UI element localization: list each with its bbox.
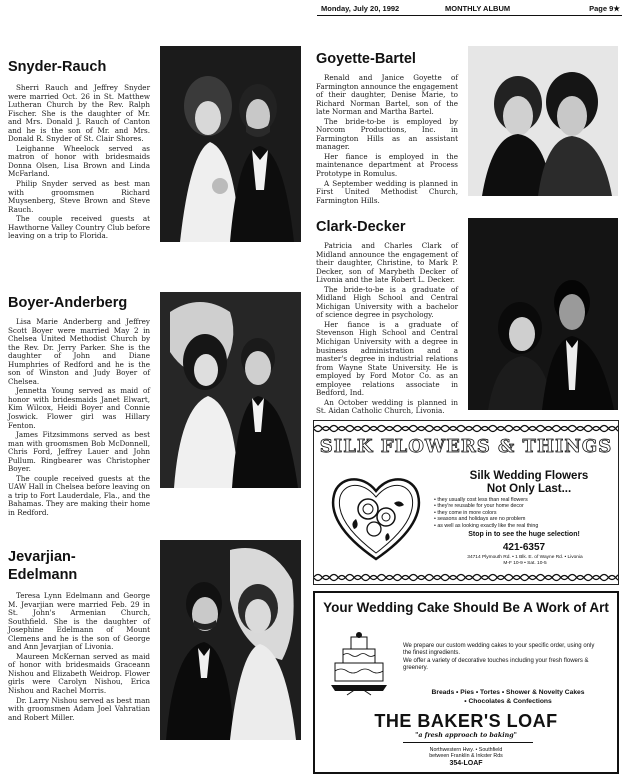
ad-silk-cta: Stop in to see the huge selection!	[468, 531, 580, 538]
ad-silk-title: SILK FLOWERS & THINGS	[319, 436, 613, 457]
list-item: • seasons and holidays are no problem	[434, 516, 614, 522]
header-date: Monday, July 20, 1992	[321, 4, 400, 13]
decorative-border-icon	[314, 572, 618, 583]
list-item: • they usually cost less than real flowers	[434, 497, 614, 503]
paragraph: Teresa Lynn Edelmann and George M. Jevarjian were married Feb. 29 in St. John's Armenian Church, Southfield. She is the daughter of Josephine Edelmann of Mount Clemens and he is the son of George and Ann Jevarjian of Livonia.	[8, 591, 150, 652]
paragraph: James Fitzsimmons served as best man with groomsmen Bob McDonnell, Chris Ford, Jeffrey Lauer and John Pullum. Ringbearer was Christopher Boyer.	[8, 430, 150, 474]
wedding-cake-icon	[329, 631, 389, 699]
ad-bakery-desc-2: We offer a variety of decorative touches including your fresh flowers & greenery.	[403, 657, 589, 671]
paragraph: The couple received guests at Hawthorne Valley Country Club before leaving on a trip to Florida.	[8, 214, 150, 241]
paragraph: The bride-to-be is employed by Norcom Productions, Inc. in Farmington Hills as an assistant manager.	[316, 116, 458, 152]
paragraph: An October wedding is planned in St. Aidan Catholic Church, Livonia.	[316, 397, 458, 416]
ad-bakers-loaf	[313, 591, 619, 774]
paragraph: Patricia and Charles Clark of Midland announce the engagement of their daughter, Christine, to Mark P. Decker, son of Marybeth Decker of Livonia and the late Robert L. Decker.	[316, 241, 458, 285]
page-header	[317, 2, 622, 16]
ad-silk-flowers	[313, 420, 619, 585]
article-clark-decker	[316, 242, 458, 417]
decorative-border-icon	[314, 423, 618, 434]
ad-bakery-desc-1: We prepare our custom wedding cakes to your specific order, using only the finest ingredients.	[403, 643, 595, 657]
couple-photo-image	[468, 218, 618, 410]
ad-silk-headline	[444, 470, 614, 496]
ad-silk-headline-1: Silk Wedding Flowers	[469, 470, 589, 482]
paragraph: Leighanne Wheelock served as matron of honor with bridesmaids Donna Olsen, Lisa Brown and Linda McFarland.	[8, 143, 150, 179]
couple-photo-image	[468, 46, 618, 196]
ad-bakery-phone: 354-LOAF	[449, 760, 483, 767]
ad-bakery-items-1: Breads • Pies • Tortes • Shower & Novelty Cakes	[431, 689, 585, 696]
header-page-number: Page 9★	[589, 4, 620, 13]
engagement-photo-goyette-bartel	[468, 46, 618, 196]
headline-line-1: Jevarjian-	[8, 549, 76, 565]
ad-bakery-location-1: Northwestern Hwy. • Southfield	[429, 747, 503, 753]
ad-bakery-slogan: "a fresh approach to baking"	[415, 732, 517, 739]
ad-bakery-items-2: • Chocolates & Confections	[464, 698, 552, 705]
paragraph: Maureen McKernan served as maid of honor with bridesmaids Graceann Nishou and Elizabeth Weidrop. Flower girls were Carolyn Nishou, Erica Nishou and Rachel Morris.	[8, 651, 150, 696]
headline-line-2: Edelmann	[8, 567, 78, 583]
paragraph: The bride-to-be is a graduate of Midland High School and Central Michigan University with a bachelor of science degree in psychology.	[316, 284, 458, 320]
couple-photo-image	[160, 292, 301, 488]
paragraph: The couple received guests at the UAW Hall in Chelsea before leaving on a trip to Fort Lauderdale, Fla., and the Bahamas. They are making their home in Redford.	[8, 473, 150, 518]
couple-photo-image	[160, 540, 301, 740]
engagement-photo-clark-decker	[468, 218, 618, 410]
couple-photo-image	[160, 46, 301, 242]
paragraph: Dr. Larry Nishou served as best man with groomsmen Adam Joel Vahratian and Robert Miller.	[8, 695, 150, 722]
header-section: MONTHLY ALBUM	[445, 4, 511, 13]
ad-silk-headline-2: Not Only Last...	[486, 483, 572, 495]
article-boyer-anderberg	[8, 318, 150, 519]
paragraph: Lisa Marie Anderberg and Jeffrey Scott Boyer were married May 2 in Chelsea United Methodist Church by the Rev. Dr. Jerry Parker. She is the daughter of John and Diane Humphries of Redford and he is the son of Winston and Judy Boyer of Chelsea.	[8, 317, 150, 386]
article-jevarjian-edelmann	[8, 592, 150, 723]
ad-silk-hours: M-F 10-9 • Sat. 10-5	[503, 560, 547, 566]
wedding-photo-snyder-rauch	[160, 46, 301, 242]
divider	[403, 742, 533, 743]
ad-silk-bullet-list	[434, 497, 614, 529]
headline-clark-decker: Clark-Decker	[316, 219, 406, 235]
ad-bakery-brand: THE BAKER'S LOAF	[374, 711, 558, 731]
wedding-photo-boyer-anderberg	[160, 292, 301, 488]
headline-goyette-bartel: Goyette-Bartel	[316, 51, 416, 67]
article-goyette-bartel	[316, 74, 458, 206]
article-snyder-rauch	[8, 84, 150, 242]
ad-silk-address-block	[432, 555, 618, 567]
list-item: • they come in more colors	[434, 510, 614, 516]
paragraph: Renald and Janice Goyette of Farmington announce the engagement of their daughter, Denise Marie, to Richard Norman Bartel, son of the late Norman and Martha Bartel.	[316, 73, 458, 117]
paragraph: Her fiance is employed in the maintenance department at Process Prototype in Romulus.	[316, 151, 458, 179]
heart-flowers-icon	[328, 467, 424, 567]
list-item: • they're reusable for your home decor	[434, 503, 614, 509]
paragraph: A September wedding is planned in First United Methodist Church, Farmington Hills.	[316, 178, 458, 205]
paragraph: Jennetta Young served as maid of honor with bridesmaids Janet Elwart, Kim Wilcox, Heidi Boyer and Connie Joswick. Flower girl was Hillary Fenton.	[8, 386, 150, 430]
paragraph: Philip Snyder served as best man with groomsmen Richard Muysenberg, Steve Brown and Steve Rauch.	[8, 179, 150, 214]
headline-boyer-anderberg: Boyer-Anderberg	[8, 295, 128, 311]
ad-bakery-title: Your Wedding Cake Should Be A Work of Art	[323, 600, 609, 615]
headline-snyder-rauch: Snyder-Rauch	[8, 59, 107, 75]
paragraph: Her fiance is a graduate of Stevenson High School and Central Michigan University with a degree in business administration and a master's degree in industrial relations from Wayne State University. He is employed by Ford Motor Co. as an employee relations associate in Bedford, Ind.	[316, 319, 458, 398]
ad-bakery-location-2: between Franklin & Inkster Rds	[429, 753, 503, 759]
list-item: • as well as looking exactly like the real thing	[434, 523, 614, 529]
headline-jevarjian-edelmann	[8, 548, 77, 584]
ad-silk-phone: 421-6357	[502, 542, 546, 553]
ad-bakery-description	[403, 643, 603, 672]
wedding-photo-jevarjian-edelmann	[160, 540, 301, 740]
ad-silk-address: 34714 Plymouth Rd. • 1 Blk. E. of Wayne Rd. • Livonia	[467, 555, 583, 560]
paragraph: Sherri Rauch and Jeffrey Snyder were married Oct. 26 in St. Matthew Lutheran Church by the Rev. Ralph Fischer. She is the daughter of Mr. and Mrs. Donald J. Rauch of Canton and he is the son of Mr. and Mrs. Donald R. Snyder of St. Clair Shores.	[8, 83, 150, 144]
